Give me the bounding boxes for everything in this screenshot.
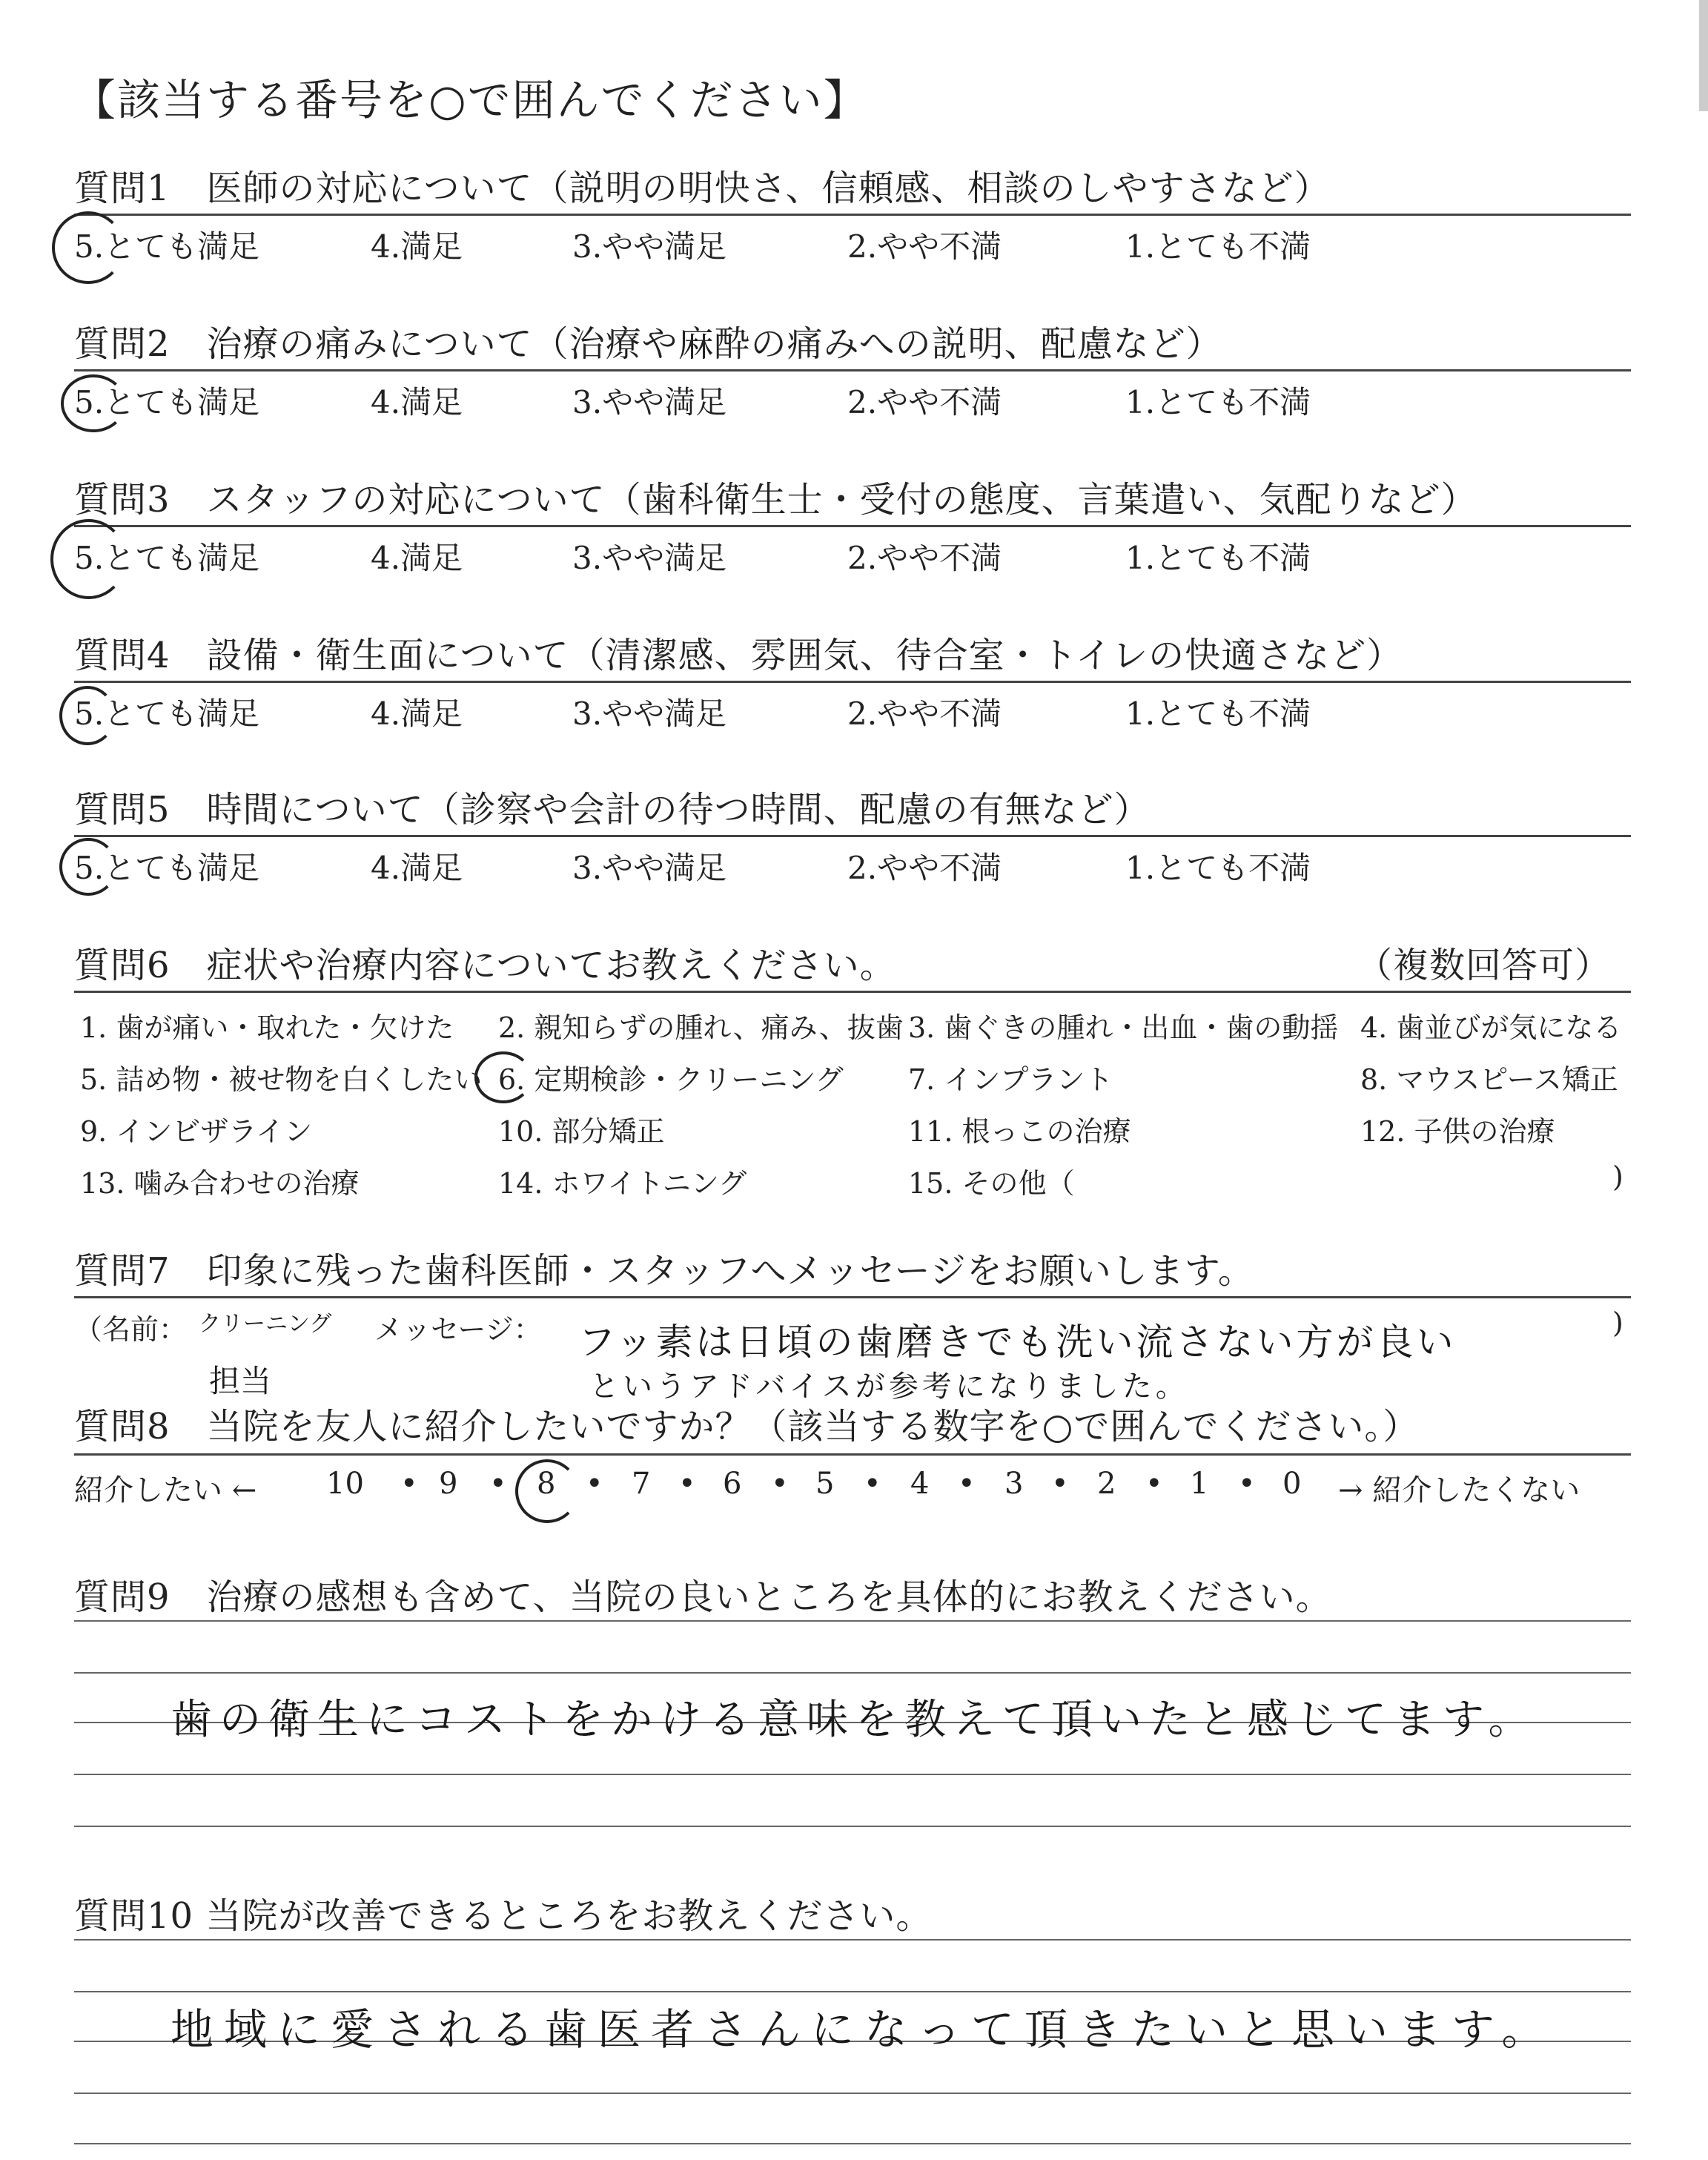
question-5-rule — [74, 835, 1631, 837]
q6-option-7[interactable]: 7. インプラント — [908, 1063, 1113, 1096]
question-4-rule — [74, 681, 1631, 683]
q10-line-4 — [74, 2093, 1631, 2094]
q8-dot: • — [678, 1467, 696, 1501]
q8-scale-8[interactable]: 8 — [537, 1467, 556, 1501]
q8-dot: • — [400, 1467, 418, 1501]
q8-scale-0[interactable]: 0 — [1282, 1467, 1302, 1501]
question-3-title: 質問3 スタッフの対応について（歯科衛生士・受付の態度、言葉遣い、気配りなど） — [74, 479, 1477, 521]
q7-message-line2[interactable]: というアドバイスが参考になりました。 — [589, 1370, 1189, 1404]
q8-scale-1[interactable]: 1 — [1190, 1467, 1209, 1501]
q4-option-2[interactable]: 2.やや不満 — [847, 696, 1002, 732]
q8-right-label: → 紹介したくない — [1338, 1473, 1580, 1507]
q6-handdrawn-circle — [474, 1051, 532, 1103]
q6-other-close-paren: ) — [1612, 1160, 1623, 1193]
q2-option-2[interactable]: 2.やや不満 — [847, 384, 1002, 420]
q8-dot: • — [864, 1467, 881, 1501]
q2-option-4[interactable]: 4.満足 — [371, 384, 463, 420]
question-3-rule — [74, 525, 1631, 527]
q6-option-5[interactable]: 5. 詰め物・被せ物を白くしたい — [80, 1063, 483, 1096]
q6-option-11[interactable]: 11. 根っこの治療 — [908, 1115, 1131, 1148]
q1-handdrawn-circle — [52, 211, 125, 284]
q8-scale-9[interactable]: 9 — [439, 1467, 458, 1501]
q8-handdrawn-circle — [515, 1459, 579, 1523]
q8-dot: • — [771, 1467, 789, 1501]
q6-option-9[interactable]: 9. インビザライン — [80, 1115, 313, 1148]
q5-option-5[interactable]: 5.とても満足 — [74, 850, 260, 886]
q6-option-2[interactable]: 2. 親知らずの腫れ、痛み、抜歯 — [498, 1011, 904, 1044]
q4-option-5[interactable]: 5.とても満足 — [74, 696, 260, 732]
q5-option-3[interactable]: 3.やや満足 — [572, 850, 727, 886]
q2-option-3[interactable]: 3.やや満足 — [572, 384, 727, 420]
q10-answer[interactable]: 地域に愛される歯医者さんになって頂きたいと思います。 — [171, 2004, 1555, 2055]
question-2-title: 質問2 治療の痛みについて（治療や麻酔の痛みへの説明、配慮など） — [74, 323, 1222, 365]
q4-option-4[interactable]: 4.満足 — [371, 696, 463, 732]
q6-option-6[interactable]: 6. 定期検診・クリーニング — [498, 1063, 844, 1096]
q5-option-1[interactable]: 1.とても不満 — [1125, 850, 1311, 886]
q3-option-4[interactable]: 4.満足 — [371, 540, 463, 576]
q3-option-2[interactable]: 2.やや不満 — [847, 540, 1002, 576]
question-9-title: 質問9 治療の感想も含めて、当院の良いところを具体的にお教えください。 — [74, 1576, 1332, 1618]
q8-dot: • — [1051, 1467, 1069, 1501]
q2-handdrawn-circle — [61, 374, 126, 432]
q6-option-4[interactable]: 4. 歯並びが気になる — [1360, 1011, 1622, 1044]
question-5-title: 質問5 時間について（診察や会計の待つ時間、配慮の有無など） — [74, 789, 1151, 830]
q3-handdrawn-circle — [50, 519, 127, 599]
q6-option-8[interactable]: 8. マウスピース矯正 — [1360, 1063, 1618, 1096]
q5-handdrawn-circle — [59, 838, 117, 896]
q8-scale-5[interactable]: 5 — [815, 1467, 835, 1501]
q3-option-3[interactable]: 3.やや満足 — [572, 540, 727, 576]
q9-line-1 — [74, 1620, 1631, 1622]
q6-option-15[interactable]: 15. その他（ — [908, 1167, 1075, 1200]
question-1-rule — [74, 214, 1631, 216]
question-1-title: 質問1 医師の対応について（説明の明快さ、信頼感、相談のしやすさなど） — [74, 168, 1331, 209]
q9-line-2 — [74, 1672, 1631, 1674]
q8-scale-10[interactable]: 10 — [326, 1467, 364, 1501]
q1-option-5[interactable]: 5.とても満足 — [74, 228, 260, 265]
q10-line-5 — [74, 2143, 1631, 2144]
q8-left-label: 紹介したい ← — [74, 1473, 257, 1507]
q1-option-1[interactable]: 1.とても不満 — [1125, 228, 1311, 265]
q7-name-value-line1[interactable]: クリーニング — [199, 1311, 332, 1337]
q6-option-14[interactable]: 14. ホワイトニング — [498, 1167, 747, 1200]
q4-handdrawn-circle — [59, 686, 116, 745]
question-8-rule — [74, 1453, 1631, 1456]
q7-message-line1[interactable]: フッ素は日頃の歯磨きでも洗い流さない方が良い — [578, 1321, 1457, 1364]
q8-dot: • — [586, 1467, 603, 1501]
q8-scale-7[interactable]: 7 — [632, 1467, 651, 1501]
q5-option-2[interactable]: 2.やや不満 — [847, 850, 1002, 886]
q5-option-4[interactable]: 4.満足 — [371, 850, 463, 886]
q4-option-3[interactable]: 3.やや満足 — [572, 696, 727, 732]
question-7-title: 質問7 印象に残った歯科医師・スタッフへメッセージをお願いします。 — [74, 1250, 1254, 1292]
q1-option-2[interactable]: 2.やや不満 — [847, 228, 1002, 265]
q6-option-3[interactable]: 3. 歯ぐきの腫れ・出血・歯の動揺 — [908, 1011, 1339, 1044]
q8-dot: • — [489, 1467, 507, 1501]
q2-option-1[interactable]: 1.とても不満 — [1125, 384, 1311, 420]
q6-option-13[interactable]: 13. 噛み合わせの治療 — [80, 1167, 360, 1200]
question-6-rule — [74, 991, 1631, 993]
q3-option-5[interactable]: 5.とても満足 — [74, 540, 260, 576]
q7-name-value-line2[interactable]: 担当 — [209, 1363, 272, 1399]
q8-dot: • — [1238, 1467, 1256, 1501]
question-6-note: （複数回答可） — [1357, 945, 1612, 986]
q1-option-3[interactable]: 3.やや満足 — [572, 228, 727, 265]
q2-option-5[interactable]: 5.とても満足 — [74, 384, 260, 420]
question-8-title: 質問8 当院を友人に紹介したいですか？（該当する数字を○で囲んでください。） — [74, 1406, 1420, 1447]
q7-message-label: メッセージ： — [374, 1313, 542, 1346]
q3-option-1[interactable]: 1.とても不満 — [1125, 540, 1311, 576]
question-6-title: 質問6 症状や治療内容についてお教えください。 — [74, 945, 896, 986]
q8-dot: • — [958, 1467, 976, 1501]
q8-scale-6[interactable]: 6 — [723, 1467, 742, 1501]
question-4-title: 質問4 設備・衛生面について（清潔感、雰囲気、待合室・トイレの快適さなど） — [74, 635, 1403, 676]
page-heading: 【該当する番号を○で囲んでください】 — [73, 75, 868, 125]
q8-dot: • — [1145, 1467, 1163, 1501]
q7-name-label: （名前： — [74, 1313, 188, 1346]
q7-close-paren: ) — [1612, 1307, 1623, 1339]
q9-line-5 — [74, 1826, 1631, 1827]
q8-scale-2[interactable]: 2 — [1097, 1467, 1116, 1501]
q8-scale-4[interactable]: 4 — [910, 1467, 930, 1501]
q6-option-12[interactable]: 12. 子供の治療 — [1360, 1115, 1555, 1148]
q6-option-10[interactable]: 10. 部分矯正 — [498, 1115, 665, 1148]
q4-option-1[interactable]: 1.とても不満 — [1125, 696, 1311, 732]
scan-edge-mark — [1699, 0, 1708, 111]
q6-option-1[interactable]: 1. 歯が痛い・取れた・欠けた — [80, 1011, 454, 1044]
question-7-rule — [74, 1296, 1631, 1298]
q1-option-4[interactable]: 4.満足 — [371, 228, 463, 265]
q9-line-4 — [74, 1774, 1631, 1775]
question-10-title: 質問10 当院が改善できるところをお教えください。 — [74, 1895, 933, 1937]
q10-line-2 — [74, 1991, 1631, 1992]
q9-answer[interactable]: 歯の衛生にコストをかける意味を教えて頂いたと感じてます。 — [171, 1696, 1537, 1744]
question-2-rule — [74, 369, 1631, 371]
q8-scale-3[interactable]: 3 — [1004, 1467, 1024, 1501]
q10-line-1 — [74, 1939, 1631, 1941]
